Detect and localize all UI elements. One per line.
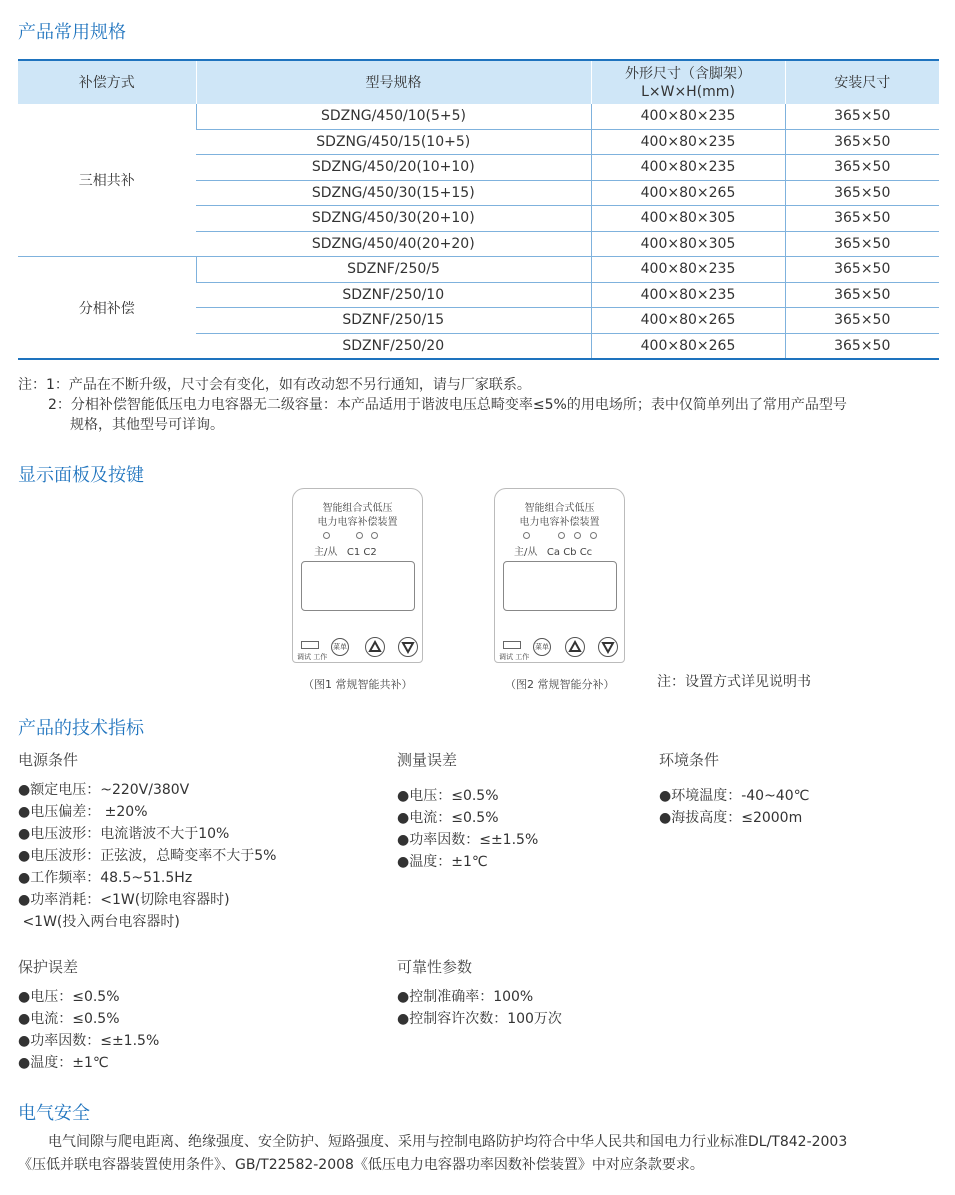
led-indicator [558, 532, 565, 539]
list-item: <1W(投入两台电容器时) [18, 914, 180, 930]
install-cell: 365×50 [785, 155, 939, 181]
up-arrow-icon [365, 637, 385, 657]
up-arrow-icon [565, 637, 585, 657]
list-item: ●电压：≤0.5% [397, 788, 499, 804]
col-header-size [591, 60, 785, 104]
led-indicator [523, 532, 530, 539]
size-cell: 400×80×265 [591, 180, 785, 206]
size-cell: 400×80×305 [591, 206, 785, 232]
list-item: ●额定电压：~220V/380V [18, 782, 190, 798]
install-cell: 365×50 [785, 333, 939, 359]
model-cell: SDZNG/450/15(10+5) [196, 129, 591, 155]
list-item: ●功率消耗：<1W(切除电容器时) [18, 892, 230, 908]
install-cell: 365×50 [785, 231, 939, 257]
led-indicator [574, 532, 581, 539]
spec-table [18, 59, 939, 360]
switch-label: 调试 工作 [297, 653, 328, 661]
col-header-mode: 补偿方式 [18, 60, 196, 104]
note-2-continued: 规格，其他型号可详询。 [70, 417, 224, 433]
menu-button: 菜单 [331, 638, 349, 656]
model-cell: SDZNG/450/30(15+15) [196, 180, 591, 206]
down-arrow-icon [598, 637, 618, 657]
power-heading: 电源条件 [18, 751, 79, 769]
install-cell: 365×50 [785, 206, 939, 232]
reliability-heading: 可靠性参数 [397, 958, 473, 976]
panel-title-line2: 电力电容补偿装置 [317, 517, 398, 528]
model-cell: SDZNG/450/40(20+20) [196, 231, 591, 257]
model-cell: SDZNG/450/10(5+5) [196, 104, 591, 129]
note-2: 2：分相补偿智能低压电力电容器无二级容量：本产品适用于谐波电压总畸变率≤5%的用电场所；表中仅简单列出了常用产品型号 [48, 397, 847, 413]
spec-section-title: 产品常用规格 [18, 22, 126, 43]
install-cell: 365×50 [785, 282, 939, 308]
model-cell: SDZNG/450/20(10+10) [196, 155, 591, 181]
environment-conditions [659, 749, 809, 829]
safety-paragraph [18, 1131, 943, 1177]
list-item: ●功率因数：≤±1.5% [18, 1033, 160, 1049]
size-cell: 400×80×235 [591, 129, 785, 155]
install-cell: 365×50 [785, 180, 939, 206]
list-item: ●温度：±1℃ [18, 1055, 109, 1071]
list-item: ●工作频率：48.5~51.5Hz [18, 870, 193, 886]
table-header-row [18, 60, 939, 104]
list-item: ●电压波形：正弦波，总畸变率不大于5% [18, 848, 277, 864]
safety-line-1: 电气间隙与爬电距离、绝缘强度、安全防护、短路强度、采用与控制电路防护均符合中华人民共和国电力行业标准DL/T842-2003 [48, 1134, 848, 1150]
measurement-error [397, 749, 538, 873]
list-item: ●控制容许次数：100万次 [397, 1011, 562, 1027]
list-item: ●环境温度：-40~40℃ [659, 788, 810, 804]
panel-caption-1: （图1 常规智能共补） [303, 678, 413, 691]
list-item: ●电压波形：电流谐波不大于10% [18, 826, 230, 842]
down-arrow-icon [398, 637, 418, 657]
power-conditions [18, 749, 276, 933]
col-header-size-line2: L×W×H(mm) [641, 83, 735, 100]
table-row [18, 104, 939, 129]
panel-title-line1: 智能组合式低压 [524, 503, 595, 514]
size-cell: 400×80×305 [591, 231, 785, 257]
list-item: ●电压偏差： ±20% [18, 804, 148, 820]
panel-title-line2: 电力电容补偿装置 [519, 517, 600, 528]
led-indicator [371, 532, 378, 539]
install-cell: 365×50 [785, 308, 939, 334]
size-cell: 400×80×235 [591, 155, 785, 181]
group-cell: 分相补偿 [18, 257, 196, 360]
size-cell: 400×80×235 [591, 104, 785, 129]
tech-section-title: 产品的技术指标 [18, 718, 144, 739]
list-item: ●功率因数：≤±1.5% [397, 832, 539, 848]
menu-button: 菜单 [533, 638, 551, 656]
led-labels: 主/从 C1 C2 [314, 547, 377, 558]
env-heading: 环境条件 [659, 751, 720, 769]
install-cell: 365×50 [785, 257, 939, 283]
panel-caption-2: （图2 常规智能分补） [505, 678, 615, 691]
col-header-size-line1: 外形尺寸（含脚架） [625, 65, 751, 82]
protection-error [18, 956, 159, 1074]
list-item: ●电流：≤0.5% [18, 1011, 120, 1027]
list-item: ●温度：±1℃ [397, 854, 488, 870]
switch-label: 调试 工作 [499, 653, 530, 661]
led-indicator [590, 532, 597, 539]
size-cell: 400×80×265 [591, 308, 785, 334]
reliability-params [397, 956, 562, 1030]
display-screen [301, 561, 415, 611]
size-cell: 400×80×265 [591, 333, 785, 359]
led-indicator [323, 532, 330, 539]
model-cell: SDZNF/250/20 [196, 333, 591, 359]
list-item: ●电流：≤0.5% [397, 810, 499, 826]
panel-title-line1: 智能组合式低压 [322, 503, 393, 514]
table-row [18, 257, 939, 283]
measure-heading: 测量误差 [397, 751, 458, 769]
protect-heading: 保护误差 [18, 958, 79, 976]
mode-switch [301, 641, 319, 649]
table-notes [18, 375, 943, 435]
col-header-model: 型号规格 [196, 60, 591, 104]
led-indicator [356, 532, 363, 539]
size-cell: 400×80×235 [591, 257, 785, 283]
list-item: ●控制准确率：100% [397, 989, 534, 1005]
list-item: ●电压：≤0.5% [18, 989, 120, 1005]
safety-line-2: 《压低并联电容器装置使用条件》、GB/T22582-2008《低压电力电容器功率因数补偿装置》中对应条款要求。 [18, 1157, 704, 1173]
model-cell: SDZNF/250/10 [196, 282, 591, 308]
led-labels: 主/从 Ca Cb Cc [514, 547, 593, 558]
safety-section-title: 电气安全 [18, 1103, 90, 1124]
model-cell: SDZNF/250/15 [196, 308, 591, 334]
display-screen [503, 561, 617, 611]
group-cell: 三相共补 [18, 104, 196, 257]
model-cell: SDZNG/450/30(20+10) [196, 206, 591, 232]
size-cell: 400×80×235 [591, 282, 785, 308]
list-item: ●海拔高度：≤2000m [659, 810, 803, 826]
panel-diagram-split [494, 488, 625, 663]
install-cell: 365×50 [785, 104, 939, 129]
panel-diagram-common [292, 488, 423, 663]
col-header-install: 安装尺寸 [785, 60, 939, 104]
panel-setting-note: 注：设置方式详见说明书 [657, 674, 811, 690]
install-cell: 365×50 [785, 129, 939, 155]
note-1: 注：1：产品在不断升级，尺寸会有变化，如有改动恕不另行通知，请与厂家联系。 [18, 377, 531, 393]
panel-section-title: 显示面板及按键 [18, 465, 144, 486]
mode-switch [503, 641, 521, 649]
model-cell: SDZNF/250/5 [196, 257, 591, 283]
